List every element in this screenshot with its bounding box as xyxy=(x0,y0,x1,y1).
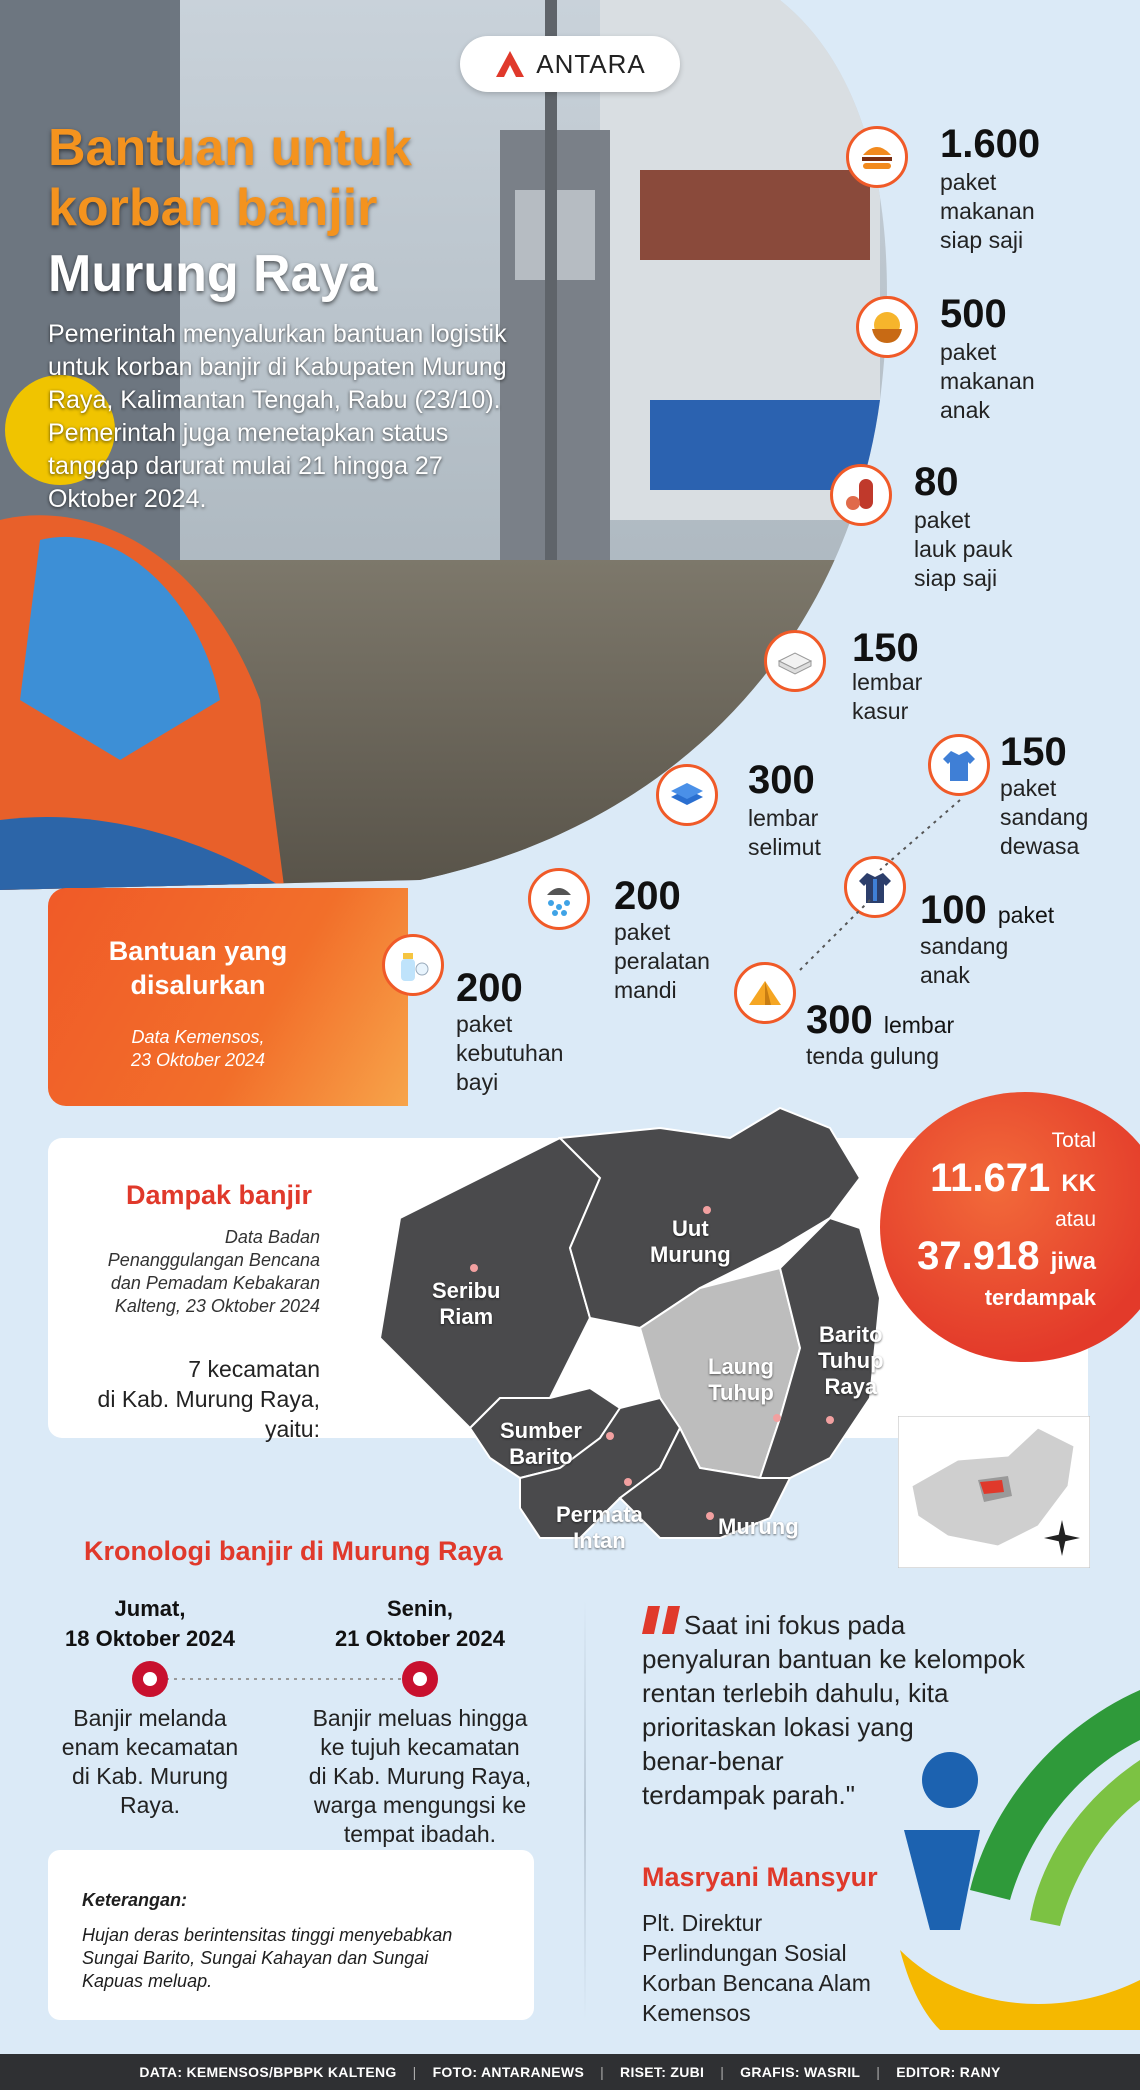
quote-speaker: Masryani Mansyur xyxy=(642,1862,878,1892)
aid-unit: paket makanan anak xyxy=(940,339,1035,423)
aid-value: 300 xyxy=(748,758,815,802)
antara-logo-text: ANTARA xyxy=(536,48,646,79)
region-label-uut-murung: Uut Murung xyxy=(650,1216,731,1267)
aid-unit: paket kebutuhan bayi xyxy=(456,1011,564,1095)
intro-text: Pemerintah menyalurkan bantuan logistik untuk korban banjir di Kabupaten Murung Raya, Kalimantan Tengah, Rabu (23/10). Pemerintah juga menetapkan status tanggap darurat mulai 21 hingga 27 Oktober 2024. xyxy=(48,320,507,513)
chronology-date: Jumat, 18 Oktober 2024 xyxy=(65,1596,235,1651)
kecamatan-count: 7 kecamatan di Kab. Murung Raya, yaitu: xyxy=(97,1356,320,1442)
timeline-dot xyxy=(402,1661,438,1697)
sausage-icon xyxy=(830,464,892,526)
region-label-barito-tuhup-raya: Barito Tuhup Raya xyxy=(818,1322,884,1399)
aid-unit: sandang anak xyxy=(920,933,1009,988)
page-title: Bantuan untuk korban banjir xyxy=(48,119,412,237)
baby-bottle-icon xyxy=(382,934,444,996)
aid-value: 150 xyxy=(852,626,919,670)
aid-value: 150 xyxy=(1000,730,1067,774)
blanket-icon xyxy=(656,764,718,826)
aid-value: 200 xyxy=(614,874,681,918)
burger-icon xyxy=(846,126,908,188)
region-label-seribu-riam: Seribu Riam xyxy=(432,1278,501,1329)
divider xyxy=(584,1600,586,2020)
region-label-murung: Murung xyxy=(718,1514,799,1539)
chronology-description: Banjir melanda enam kecamatan di Kab. Murung Raya. xyxy=(61,1705,239,1818)
region-label-sumber-barito: Sumber Barito xyxy=(500,1418,582,1469)
aid-label-box xyxy=(48,888,408,1106)
aid-unit: lembar selimut xyxy=(748,805,821,860)
aid-value: 300 lembar xyxy=(806,998,955,1042)
antara-logo-icon xyxy=(494,49,526,79)
chronology-description: Banjir meluas hingga ke tujuh kecamatan di Kab. Murung Raya, warga mengungsi ke tempat ibadah. xyxy=(308,1705,532,1847)
aid-value: 80 xyxy=(914,460,959,504)
credits-footer: DATA: KEMENSOS/BPBPK KALTENG | FOTO: ANTARANEWS | RISET: ZUBI | GRAFIS: WASRIL | EDITOR: RANY xyxy=(0,2054,1140,2090)
mattress-icon xyxy=(764,630,826,692)
aid-unit: lembar kasur xyxy=(852,669,923,724)
note-text: Hujan deras berintensitas tinggi menyebabkan Sungai Barito, Sungai Kahayan dan Sungai Kapuas meluap. xyxy=(82,1925,453,1991)
quote-text: Saat ini fokus pada penyaluran bantuan ke kelompok rentan terlebih dahulu, kita prioritaskan lokasi yang benar-benar terdampak parah." xyxy=(642,1610,1026,1810)
food-bowl-icon xyxy=(856,296,918,358)
aid-unit: paket peralatan mandi xyxy=(614,919,710,1003)
shower-icon xyxy=(528,868,590,930)
aid-value: 500 xyxy=(940,292,1007,336)
impact-source: Data Badan Penanggulangan Bencana dan Pemadam Kebakaran Kalteng, 23 Oktober 2024 xyxy=(107,1227,320,1316)
kemensos-logo-decoration xyxy=(900,1690,1140,2030)
tent-icon xyxy=(734,962,796,1024)
region-label-laung-tuhup: Laung Tuhup xyxy=(708,1354,774,1405)
connector-lines xyxy=(790,790,970,1000)
quote-speaker-role: Plt. Direktur Perlindungan Sosial Korban Bencana Alam Kemensos xyxy=(642,1910,871,2026)
aid-unit: paket lauk pauk siap saji xyxy=(914,507,1013,591)
aid-label: Bantuan yang disalurkan xyxy=(108,936,288,1000)
aid-value: 200 xyxy=(456,966,523,1010)
chronology-heading: Kronologi banjir di Murung Raya xyxy=(84,1536,503,1566)
total-affected-text: Total 11.671 KK atau 37.918 jiwa terdampak xyxy=(917,1129,1096,1310)
note-title: Keterangan: xyxy=(82,1890,188,1910)
aid-source: Data Kemensos, 23 Oktober 2024 xyxy=(130,1027,266,1070)
region-label-permata-intan: Permata Intan xyxy=(556,1502,643,1553)
page-title-location: Murung Raya xyxy=(48,245,378,303)
timeline-dot xyxy=(132,1661,168,1697)
timeline-line xyxy=(150,1676,420,1682)
inset-map xyxy=(898,1416,1090,1568)
impact-heading: Dampak banjir xyxy=(126,1180,313,1210)
aid-value: 1.600 xyxy=(940,122,1041,166)
antara-logo xyxy=(460,36,680,92)
aid-unit: paket sandang dewasa xyxy=(1000,775,1089,859)
shirt-icon xyxy=(928,734,990,796)
note-box xyxy=(48,1850,534,2020)
aid-unit: tenda gulung xyxy=(806,1043,940,1069)
chronology-date: Senin, 21 Oktober 2024 xyxy=(335,1596,505,1651)
aid-value: 100 paket xyxy=(920,888,1055,932)
aid-unit: paket makanan siap saji xyxy=(940,169,1035,253)
